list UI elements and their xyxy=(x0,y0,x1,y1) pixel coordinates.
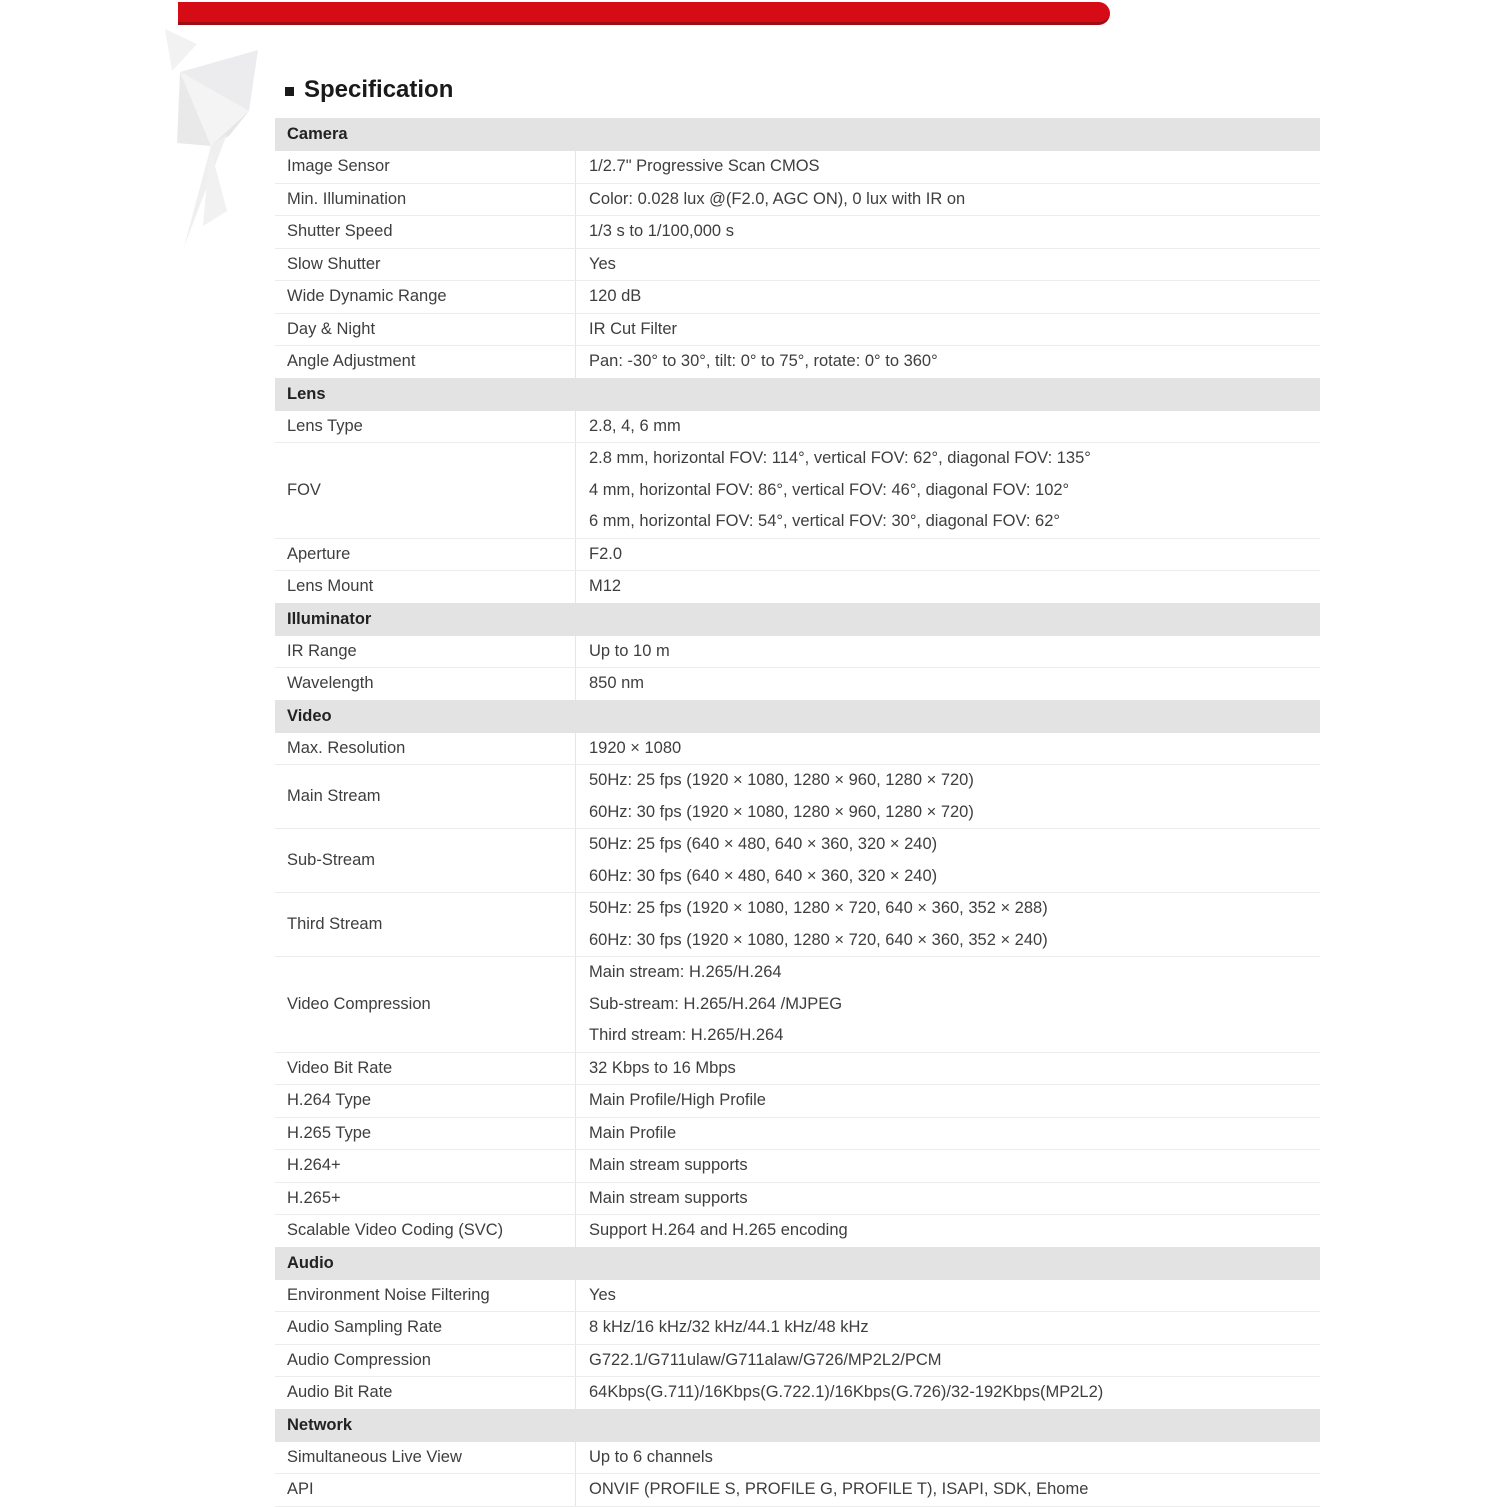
spec-label: IR Range xyxy=(287,641,357,660)
section-header: Network xyxy=(275,1409,1320,1442)
spec-value xyxy=(575,765,1320,828)
spec-value-line: Third stream: H.265/H.264 xyxy=(589,1026,784,1044)
spec-value-line: Color: 0.028 lux @(F2.0, AGC ON), 0 lux with IR on xyxy=(589,189,966,208)
spec-row xyxy=(275,667,1320,700)
spec-value xyxy=(575,1183,1320,1215)
spec-value xyxy=(575,411,1320,443)
spec-value-line: 50Hz: 25 fps (1920 × 1080, 1280 × 960, 1280 × 720) xyxy=(589,771,974,789)
spec-label: Wide Dynamic Range xyxy=(287,287,447,306)
spec-label: Simultaneous Live View xyxy=(287,1447,462,1466)
spec-value-line: Main Profile/High Profile xyxy=(589,1091,766,1109)
spec-label: Wavelength xyxy=(287,674,374,693)
spec-value-line: G722.1/G711ulaw/G711alaw/G726/MP2L2/PCM xyxy=(589,1350,942,1369)
spec-value xyxy=(575,1085,1320,1117)
spec-label: Environment Noise Filtering xyxy=(287,1285,490,1304)
spec-value xyxy=(575,184,1320,216)
spec-row xyxy=(275,1214,1320,1247)
spec-label: Third Stream xyxy=(287,915,383,933)
spec-value-line: 2.8 mm, horizontal FOV: 114°, vertical FOV: 62°, diagonal FOV: 135° xyxy=(589,449,1091,467)
spec-label: Slow Shutter xyxy=(287,254,381,273)
spec-label: Angle Adjustment xyxy=(287,352,416,371)
spec-value xyxy=(575,1118,1320,1150)
spec-value-line: Pan: -30° to 30°, tilt: 0° to 75°, rotate: 0° to 360° xyxy=(589,352,938,370)
spec-value-line: Sub-stream: H.265/H.264 /MJPEG xyxy=(589,994,843,1013)
spec-row xyxy=(275,1149,1320,1182)
spec-label: Main Stream xyxy=(287,787,381,805)
spec-label: Aperture xyxy=(287,544,351,563)
page-title xyxy=(285,76,453,104)
spec-value-line: 32 Kbps to 16 Mbps xyxy=(589,1058,736,1077)
spec-value xyxy=(575,281,1320,313)
spec-label: Lens Mount xyxy=(287,577,374,596)
spec-value-line: F2.0 xyxy=(589,544,623,563)
spec-row xyxy=(275,1117,1320,1150)
spec-row xyxy=(275,538,1320,571)
spec-value-line: Main stream supports xyxy=(589,1188,748,1207)
section-header: Illuminator xyxy=(275,603,1320,636)
spec-value-line: Yes xyxy=(589,1285,616,1304)
spec-value-line: 64Kbps(G.711)/16Kbps(G.722.1)/16Kbps(G.726)/32-192Kbps(MP2L2) xyxy=(589,1383,1104,1401)
spec-label: API xyxy=(287,1480,314,1499)
spec-label: Video Compression xyxy=(287,994,431,1013)
spec-value-line: Main stream supports xyxy=(589,1156,748,1174)
spec-label: Max. Resolution xyxy=(287,738,406,757)
section-header: Lens xyxy=(275,378,1320,411)
spec-value xyxy=(575,1345,1320,1377)
spec-value-line: 4 mm, horizontal FOV: 86°, vertical FOV: 46°, diagonal FOV: 102° xyxy=(589,480,1070,499)
spec-row xyxy=(275,248,1320,281)
spec-row xyxy=(275,1182,1320,1215)
spec-value-line: 850 nm xyxy=(589,674,645,692)
spec-value-line: 6 mm, horizontal FOV: 54°, vertical FOV: 30°, diagonal FOV: 62° xyxy=(589,512,1060,530)
spec-value xyxy=(575,249,1320,281)
spec-row xyxy=(275,1311,1320,1344)
spec-row xyxy=(275,1052,1320,1085)
spec-label: H.265+ xyxy=(287,1188,341,1207)
spec-label: Sub-Stream xyxy=(287,851,376,869)
spec-value xyxy=(575,539,1320,571)
spec-value xyxy=(575,1312,1320,1344)
spec-row xyxy=(275,1344,1320,1377)
spec-value xyxy=(575,829,1320,892)
spec-row xyxy=(275,345,1320,378)
spec-row xyxy=(275,636,1320,668)
spec-row xyxy=(275,151,1320,183)
spec-value-line: 120 dB xyxy=(589,287,642,305)
spec-label: Lens Type xyxy=(287,416,363,435)
spec-value xyxy=(575,1474,1320,1506)
spec-value xyxy=(575,346,1320,378)
spec-value xyxy=(575,1442,1320,1474)
spec-value xyxy=(575,893,1320,956)
spec-value-line: 2.8, 4, 6 mm xyxy=(589,416,681,435)
section-header: Camera xyxy=(275,118,1320,151)
spec-row xyxy=(275,1442,1320,1474)
top-red-banner xyxy=(178,2,1110,25)
spec-label: H.264 Type xyxy=(287,1091,372,1110)
spec-value xyxy=(575,1053,1320,1085)
spec-value xyxy=(575,733,1320,765)
spec-row xyxy=(275,215,1320,248)
spec-row xyxy=(275,183,1320,216)
spec-label: Image Sensor xyxy=(287,157,390,176)
section-header: Audio xyxy=(275,1247,1320,1280)
spec-value-line: Up to 6 channels xyxy=(589,1447,713,1466)
spec-value-line: 1/2.7" Progressive Scan CMOS xyxy=(589,157,820,175)
spec-row xyxy=(275,764,1320,828)
section-header: Video xyxy=(275,700,1320,733)
spec-value-line: 50Hz: 25 fps (640 × 480, 640 × 360, 320 × 240) xyxy=(589,835,938,853)
spec-label: H.265 Type xyxy=(287,1123,372,1142)
spec-value-line: Main Profile xyxy=(589,1123,677,1142)
spec-label: Min. Illumination xyxy=(287,189,407,208)
spec-label: Day & Night xyxy=(287,319,376,338)
spec-row xyxy=(275,570,1320,603)
spec-value-line: Up to 10 m xyxy=(589,641,670,660)
spec-row xyxy=(275,1084,1320,1117)
spec-value xyxy=(575,571,1320,603)
spec-label: Audio Bit Rate xyxy=(287,1383,393,1402)
spec-value-line: 1/3 s to 1/100,000 s xyxy=(589,222,734,240)
spec-value-line: 1920 × 1080 xyxy=(589,738,682,757)
spec-value xyxy=(575,151,1320,183)
spec-value xyxy=(575,443,1320,538)
spec-value xyxy=(575,1280,1320,1312)
spec-value xyxy=(575,1215,1320,1247)
spec-value-line: 60Hz: 30 fps (1920 × 1080, 1280 × 960, 1280 × 720) xyxy=(589,802,974,821)
spec-value-line: ONVIF (PROFILE S, PROFILE G, PROFILE T), ISAPI, SDK, Ehome xyxy=(589,1480,1089,1498)
spec-value xyxy=(575,1150,1320,1182)
spec-value-line: M12 xyxy=(589,577,622,595)
spec-value-line: 60Hz: 30 fps (1920 × 1080, 1280 × 720, 640 × 360, 352 × 240) xyxy=(589,930,1048,949)
spec-value-line: IR Cut Filter xyxy=(589,319,678,338)
spec-value xyxy=(575,314,1320,346)
spec-value-line: 50Hz: 25 fps (1920 × 1080, 1280 × 720, 640 × 360, 352 × 288) xyxy=(589,899,1048,917)
spec-row xyxy=(275,1376,1320,1409)
spec-row xyxy=(275,280,1320,313)
spec-value xyxy=(575,1377,1320,1409)
spec-value xyxy=(575,957,1320,1052)
spec-row xyxy=(275,1473,1320,1507)
spec-value xyxy=(575,636,1320,668)
spec-value xyxy=(575,216,1320,248)
spec-row xyxy=(275,442,1320,538)
spec-row xyxy=(275,411,1320,443)
spec-value-line: Main stream: H.265/H.264 xyxy=(589,963,782,981)
spec-label: Video Bit Rate xyxy=(287,1058,393,1077)
spec-label: Scalable Video Coding (SVC) xyxy=(287,1221,504,1240)
spec-row xyxy=(275,733,1320,765)
spec-row xyxy=(275,956,1320,1052)
spec-value-line: 8 kHz/16 kHz/32 kHz/44.1 kHz/48 kHz xyxy=(589,1318,869,1336)
spec-label: H.264+ xyxy=(287,1156,341,1175)
spec-row xyxy=(275,828,1320,892)
specification-table xyxy=(275,118,1320,1507)
spec-row xyxy=(275,313,1320,346)
spec-value-line: Yes xyxy=(589,254,616,273)
spec-row xyxy=(275,1280,1320,1312)
spec-value-line: Support H.264 and H.265 encoding xyxy=(589,1221,848,1239)
square-bullet-icon xyxy=(285,87,294,96)
spec-value-line: 60Hz: 30 fps (640 × 480, 640 × 360, 320 × 240) xyxy=(589,866,938,885)
spec-label: FOV xyxy=(287,480,321,499)
spec-label: Audio Sampling Rate xyxy=(287,1318,443,1337)
spec-row xyxy=(275,892,1320,956)
spec-label: Audio Compression xyxy=(287,1350,431,1369)
spec-label: Shutter Speed xyxy=(287,222,393,241)
spec-value xyxy=(575,668,1320,700)
watermark-arrow-logo xyxy=(163,25,275,257)
page-title-label: Specification xyxy=(304,76,454,103)
